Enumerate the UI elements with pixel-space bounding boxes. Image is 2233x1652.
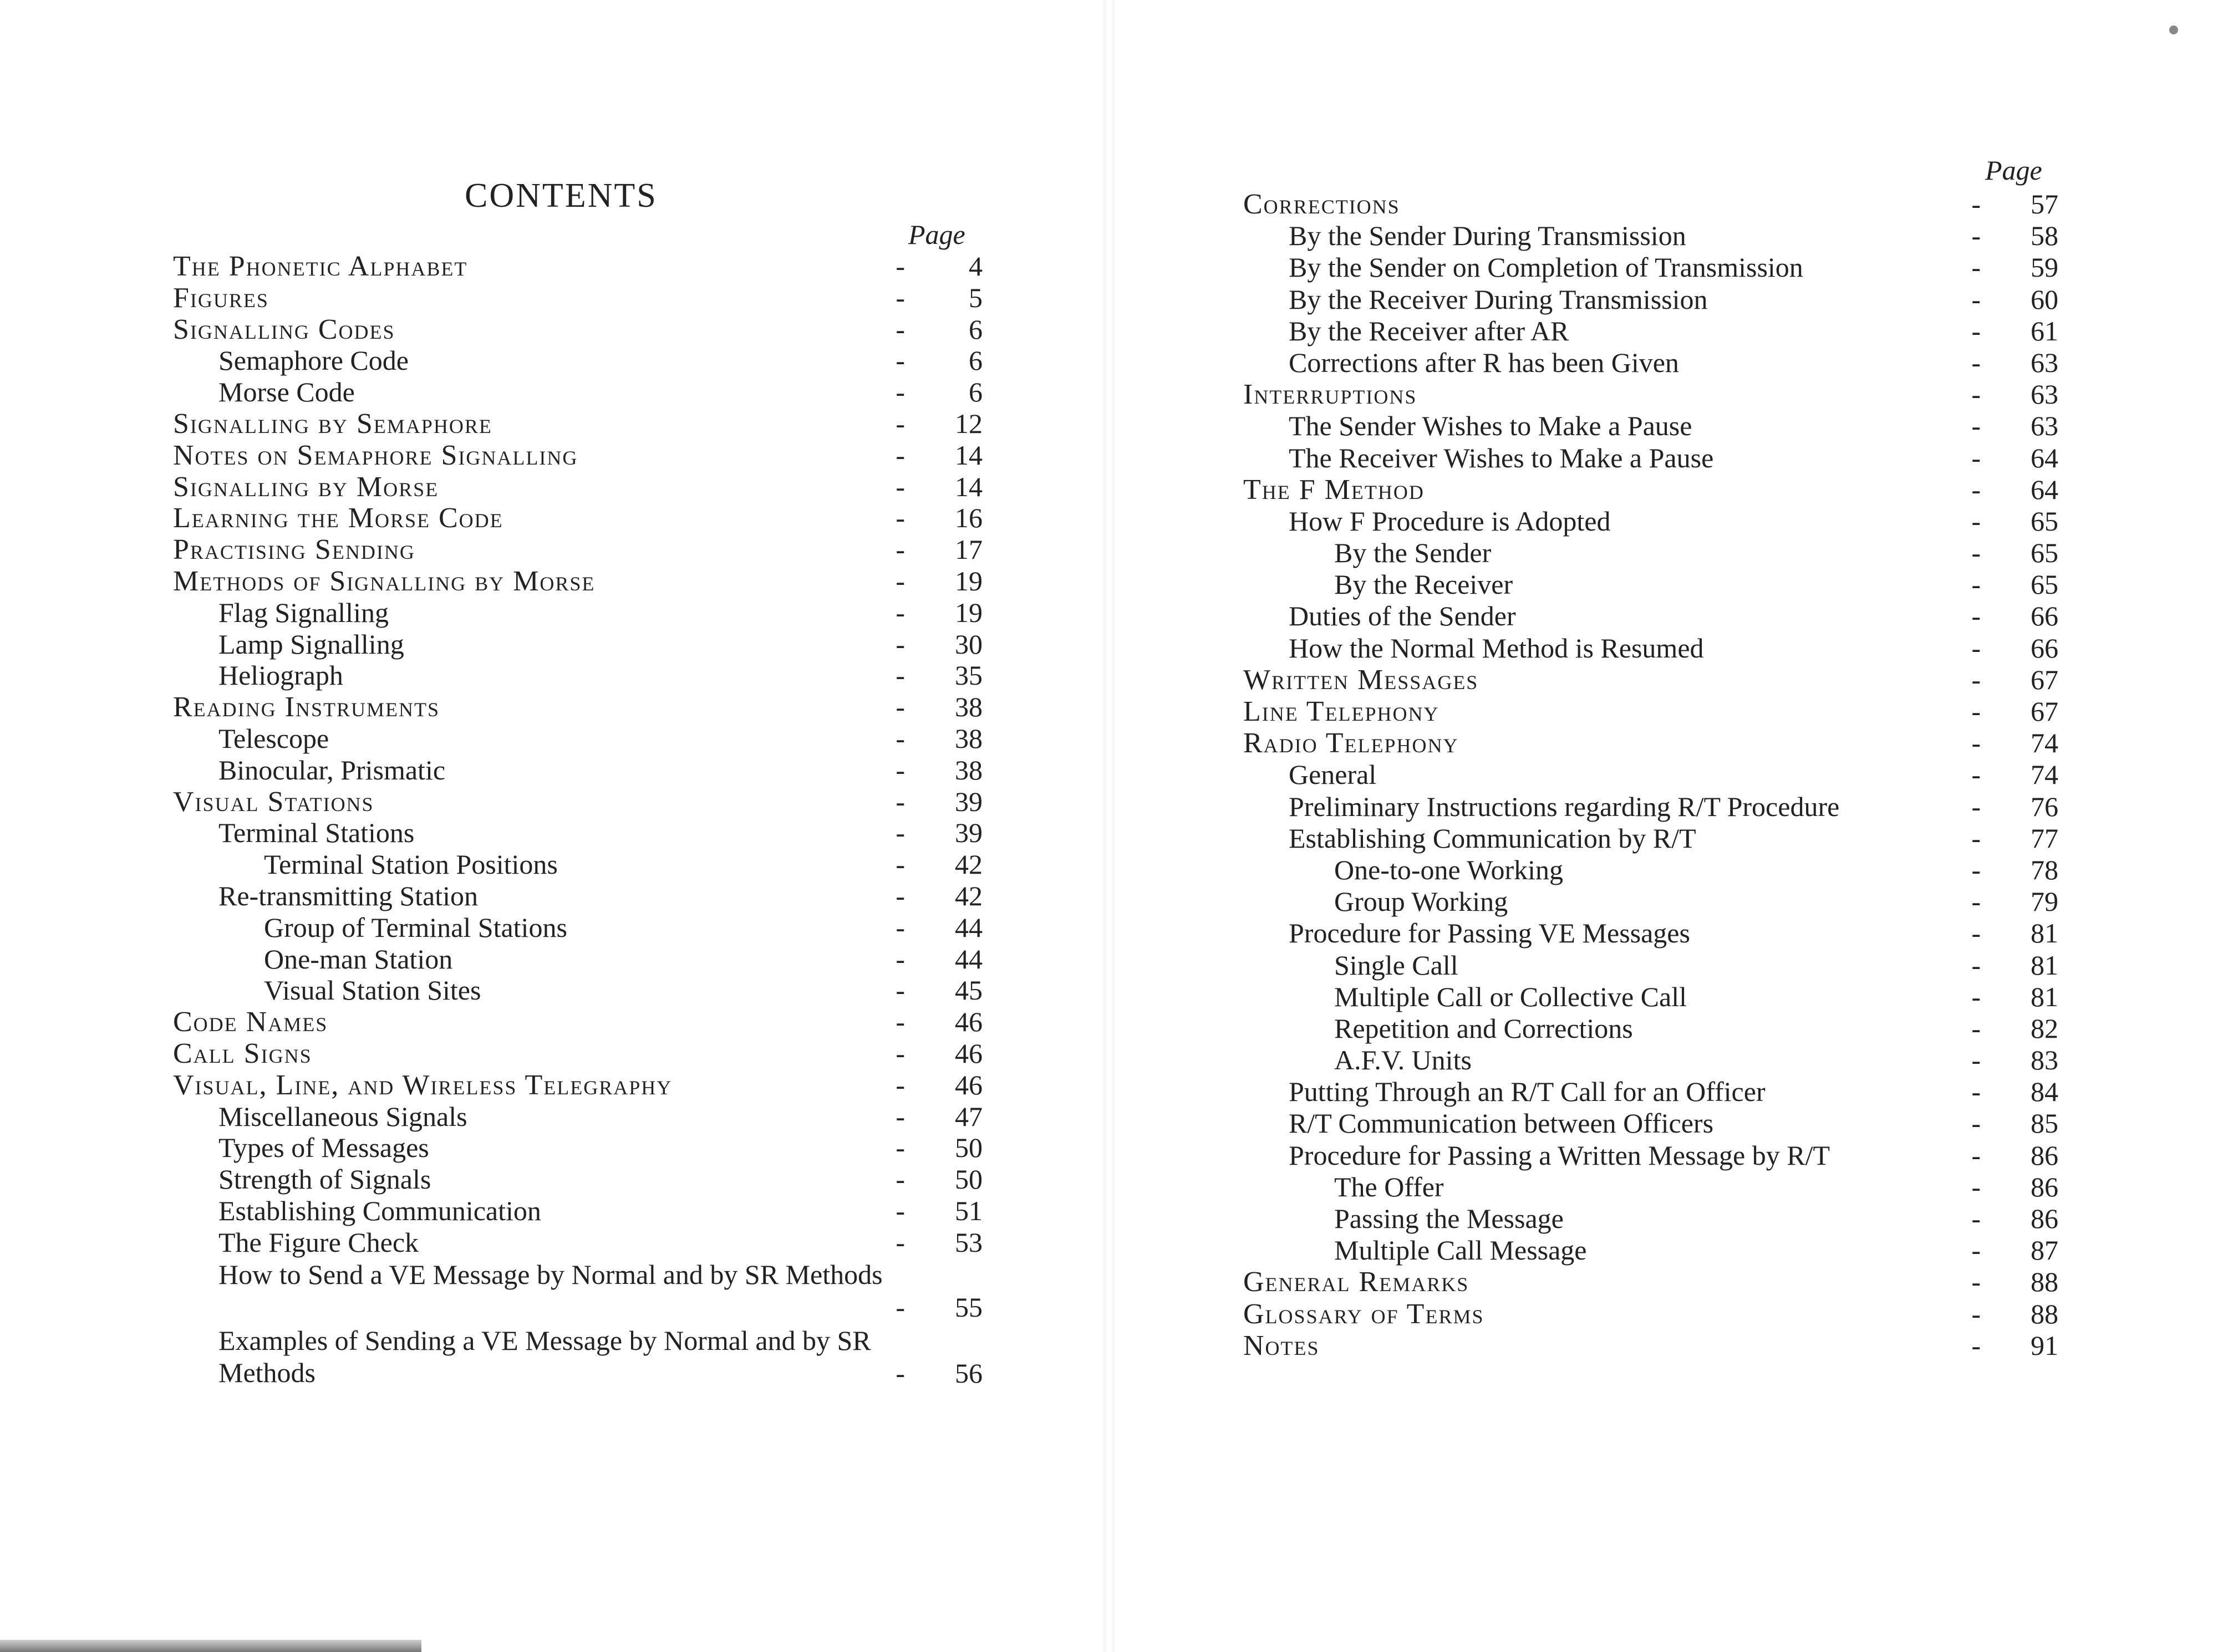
toc-leader-dashes: - (896, 534, 905, 565)
toc-entry (1243, 252, 2058, 283)
toc-entry-title: Procedure for Passing VE Messages (1289, 917, 1690, 949)
toc-entry (173, 1164, 983, 1195)
toc-page-number: 74 (2031, 727, 2058, 759)
toc-leader-dashes: - (1971, 822, 1981, 854)
toc-entry (173, 786, 983, 818)
toc-entry (1243, 823, 2058, 854)
toc-entry (1243, 886, 2058, 917)
toc-entry (1243, 410, 2058, 442)
toc-entry (1243, 950, 2058, 981)
toc-entry (1243, 981, 2058, 1013)
toc-entry-title: By the Sender (1334, 537, 1492, 569)
toc-leader-dashes: - (1971, 473, 1981, 505)
toc-page-number: 81 (2031, 949, 2058, 981)
toc-leader-dashes: - (896, 282, 905, 313)
toc-leader-dashes: - (1971, 1108, 1981, 1139)
toc-leader-dashes: - (896, 722, 905, 754)
toc-entry-title: Types of Messages (218, 1132, 429, 1164)
toc-entry (173, 376, 983, 408)
toc-entry-title: Establishing Communication by R/T (1289, 822, 1696, 854)
toc-page-number: 30 (955, 628, 983, 660)
toc-page-number: 86 (2031, 1171, 2058, 1202)
toc-leader-dashes: - (1971, 1171, 1981, 1202)
toc-leader-dashes: - (896, 817, 905, 849)
book-gutter (1103, 0, 1115, 1652)
toc-entry-title: How to Send a VE Message by Normal and by SR Methods (218, 1258, 883, 1290)
toc-page-number: 86 (2031, 1203, 2058, 1234)
toc-leader-dashes: - (896, 502, 905, 534)
toc-page-number: 6 (969, 376, 983, 408)
toc-leader-dashes: - (896, 754, 905, 786)
toc-page-number: 42 (955, 880, 983, 911)
toc-leader-dashes: - (896, 911, 905, 943)
toc-entry (1243, 1140, 2058, 1171)
toc-entry (1243, 1298, 2058, 1330)
toc-entry (1243, 664, 2058, 696)
toc-entry (1243, 506, 2058, 537)
toc-leader-dashes: - (1971, 1076, 1981, 1108)
toc-entry-title: Group of Terminal Stations (264, 911, 567, 943)
toc-entry-title: How the Normal Method is Resumed (1289, 632, 1704, 664)
toc-leader-dashes: - (1971, 886, 1981, 917)
toc-leader-dashes: - (1971, 1044, 1981, 1076)
toc-page-number: 12 (955, 407, 983, 439)
toc-page-number: 35 (955, 660, 983, 691)
toc-leader-dashes: - (896, 439, 905, 471)
toc-entry (173, 440, 983, 471)
toc-leader-dashes: - (896, 565, 905, 596)
toc-entry-title: How F Procedure is Adopted (1289, 505, 1611, 537)
toc-entry-title: Signalling by Semaphore (173, 407, 492, 440)
toc-entry (173, 629, 983, 660)
toc-entry (173, 944, 983, 975)
toc-entry (173, 1038, 983, 1069)
toc-leader-dashes: - (1971, 854, 1981, 885)
toc-leader-dashes: - (896, 1100, 905, 1132)
scan-edge-shadow (0, 1640, 421, 1652)
toc-entry-title: By the Receiver During Transmission (1289, 283, 1708, 315)
toc-page-number: 67 (2031, 696, 2058, 727)
toc-leader-dashes: - (1971, 1203, 1981, 1234)
toc-entry-title: By the Sender During Transmission (1289, 220, 1686, 252)
toc-leader-dashes: - (1971, 1329, 1981, 1361)
toc-leader-dashes: - (1971, 283, 1981, 315)
toc-entry (173, 660, 983, 691)
toc-leader-dashes: - (1971, 727, 1981, 759)
toc-page-number: 38 (955, 754, 983, 786)
toc-page-number: 6 (969, 313, 983, 345)
toc-entry (1243, 537, 2058, 569)
toc-page-number: 39 (955, 786, 983, 817)
toc-entry-title: Visual Station Sites (264, 975, 481, 1006)
toc-leader-dashes: - (896, 596, 905, 628)
toc-entry (173, 565, 983, 597)
toc-page-number: 84 (2031, 1076, 2058, 1108)
toc-entry (1243, 696, 2058, 727)
toc-page-number: 44 (955, 911, 983, 943)
toc-entry-title: Radio Telephony (1243, 727, 1459, 759)
toc-page-number: 19 (955, 596, 983, 628)
toc-entry-title: Terminal Stations (218, 817, 415, 849)
toc-entry (173, 1258, 983, 1324)
toc-leader-dashes: - (1971, 600, 1981, 632)
toc-page-number: 38 (955, 722, 983, 754)
toc-leader-dashes: - (896, 1006, 905, 1038)
toc-entry (173, 880, 983, 912)
toc-page-number: 65 (2031, 569, 2058, 600)
toc-entry-title: Procedure for Passing a Written Message by R/T (1289, 1139, 1830, 1171)
toc-leader-dashes: - (1971, 188, 1981, 220)
toc-entry (1243, 442, 2058, 474)
toc-entry (173, 849, 983, 880)
toc-page-number: 65 (2031, 505, 2058, 537)
toc-page-number: 14 (955, 471, 983, 502)
toc-leader-dashes: - (1971, 696, 1981, 727)
toc-entry-title: By the Receiver after AR (1289, 315, 1569, 346)
left-toc-list (173, 251, 983, 1390)
toc-entry-title: Terminal Station Positions (264, 849, 558, 880)
toc-entry-title: Signalling by Morse (173, 471, 439, 503)
toc-page-number: 45 (955, 975, 983, 1006)
toc-entry-title: The Offer (1334, 1171, 1444, 1202)
toc-entry-title: Heliograph (218, 660, 343, 691)
left-contents-heading: CONTENTS (465, 177, 658, 215)
toc-page-number: 61 (2031, 315, 2058, 346)
toc-leader-dashes: - (1971, 1012, 1981, 1044)
toc-entry (1243, 917, 2058, 949)
toc-leader-dashes: - (1971, 917, 1981, 949)
toc-leader-dashes: - (1971, 315, 1981, 346)
toc-page-number: 66 (2031, 600, 2058, 632)
toc-page-number: 44 (955, 943, 983, 975)
toc-leader-dashes: - (896, 786, 905, 817)
toc-entry-title: Strength of Signals (218, 1164, 431, 1195)
toc-entry-title: Establishing Communication (218, 1195, 541, 1226)
toc-entry-title: Practising Sending (173, 534, 415, 566)
right-page-column-label: Page (1985, 155, 2042, 186)
toc-entry (1243, 759, 2058, 791)
toc-page-number: 85 (2031, 1108, 2058, 1139)
toc-entry-title: Single Call (1334, 949, 1458, 981)
toc-entry-title: Repetition and Corrections (1334, 1012, 1633, 1044)
toc-page-number: 79 (2031, 886, 2058, 917)
toc-entry (1243, 727, 2058, 759)
toc-entry-title: Passing the Message (1334, 1203, 1564, 1234)
right-page (1115, 0, 2233, 1652)
toc-page-number: 16 (955, 502, 983, 534)
left-page (0, 0, 1103, 1652)
toc-leader-dashes: - (896, 251, 905, 282)
toc-page-number: 88 (2031, 1266, 2058, 1298)
toc-leader-dashes: - (896, 880, 905, 911)
toc-page-number: 46 (955, 1006, 983, 1038)
toc-entry (1243, 1044, 2058, 1076)
toc-page-number: 81 (2031, 917, 2058, 949)
toc-entry (1243, 600, 2058, 632)
toc-entry (1243, 791, 2058, 823)
toc-entry-title: Line Telephony (1243, 696, 1440, 727)
toc-entry (173, 912, 983, 944)
left-page-column-label: Page (908, 219, 965, 250)
toc-page-number: 6 (969, 345, 983, 376)
toc-entry-title: Visual, Line, and Wireless Telegraphy (173, 1069, 673, 1101)
toc-entry-title: Group Working (1334, 886, 1508, 917)
toc-page-number: 64 (2031, 442, 2058, 473)
toc-page-number: 50 (955, 1164, 983, 1195)
toc-page-number: 5 (969, 282, 983, 313)
toc-entry-title: One-man Station (264, 943, 453, 975)
toc-page-number: 77 (2031, 822, 2058, 854)
toc-entry-title: Morse Code (218, 376, 355, 408)
right-toc-list (1243, 188, 2058, 1362)
toc-leader-dashes: - (896, 1291, 905, 1323)
toc-page-number: 60 (2031, 283, 2058, 315)
toc-page-number: 46 (955, 1037, 983, 1069)
toc-entry-title: The Receiver Wishes to Make a Pause (1289, 442, 1714, 473)
toc-leader-dashes: - (1971, 410, 1981, 442)
toc-leader-dashes: - (896, 1069, 905, 1100)
toc-page-number: 14 (955, 439, 983, 471)
toc-leader-dashes: - (1971, 1298, 1981, 1329)
toc-entry-title: The Sender Wishes to Make a Pause (1289, 410, 1692, 442)
toc-entry-title: Visual Stations (173, 786, 374, 818)
toc-page-number: 59 (2031, 252, 2058, 283)
toc-page-number: 38 (955, 691, 983, 723)
toc-page-number: 39 (955, 817, 983, 849)
scan-speck (2169, 26, 2178, 34)
toc-entry-title: Telescope (218, 722, 329, 754)
toc-entry (173, 817, 983, 849)
toc-page-number: 55 (955, 1291, 983, 1323)
toc-leader-dashes: - (896, 1132, 905, 1164)
toc-page-number: 4 (969, 251, 983, 282)
toc-entry (1243, 1330, 2058, 1362)
toc-entry (173, 345, 983, 376)
toc-leader-dashes: - (896, 660, 905, 691)
toc-leader-dashes: - (896, 1357, 905, 1389)
toc-entry (173, 597, 983, 629)
toc-entry (1243, 1235, 2058, 1266)
toc-leader-dashes: - (1971, 252, 1981, 283)
toc-entry (1243, 220, 2058, 252)
toc-entry (1243, 379, 2058, 410)
toc-page-number: 91 (2031, 1329, 2058, 1361)
toc-leader-dashes: - (1971, 505, 1981, 537)
toc-entry (1243, 284, 2058, 315)
toc-entry (173, 723, 983, 754)
toc-page-number: 86 (2031, 1139, 2058, 1171)
toc-page-number: 87 (2031, 1235, 2058, 1266)
toc-leader-dashes: - (896, 1226, 905, 1258)
toc-entry-title: Re-transmitting Station (218, 880, 479, 911)
toc-page-number: 66 (2031, 632, 2058, 664)
toc-entry (1243, 633, 2058, 664)
toc-leader-dashes: - (1971, 791, 1981, 822)
toc-page-number: 17 (955, 534, 983, 565)
toc-page-number: 78 (2031, 854, 2058, 885)
toc-entry (1243, 1108, 2058, 1139)
toc-entry-title: Glossary of Terms (1243, 1298, 1484, 1330)
toc-entry-title: General Remarks (1243, 1266, 1469, 1298)
toc-page-number: 56 (955, 1357, 983, 1389)
toc-entry-title: By the Sender on Completion of Transmission (1289, 252, 1803, 283)
toc-entry (1243, 188, 2058, 220)
toc-entry-title: A.F.V. Units (1334, 1044, 1472, 1076)
toc-entry-title: Code Names (173, 1006, 328, 1038)
toc-leader-dashes: - (1971, 949, 1981, 981)
toc-page-number: 64 (2031, 473, 2058, 505)
toc-entry-title: Lamp Signalling (218, 628, 404, 660)
toc-entry-title: Binocular, Prismatic (218, 754, 446, 786)
toc-entry (1243, 315, 2058, 347)
toc-entry-title: Multiple Call or Collective Call (1334, 981, 1687, 1012)
toc-leader-dashes: - (1971, 759, 1981, 791)
toc-leader-dashes: - (1971, 664, 1981, 695)
toc-entry (173, 1227, 983, 1258)
toc-entry-title: The Figure Check (218, 1226, 419, 1258)
toc-page-number: 81 (2031, 981, 2058, 1012)
toc-page-number: 76 (2031, 791, 2058, 822)
toc-page-number: 65 (2031, 537, 2058, 569)
toc-leader-dashes: - (896, 376, 905, 408)
toc-entry-title: The F Method (1243, 473, 1425, 506)
toc-page-number: 53 (955, 1226, 983, 1258)
toc-leader-dashes: - (1971, 569, 1981, 600)
toc-page-number: 57 (2031, 188, 2058, 220)
toc-leader-dashes: - (896, 313, 905, 345)
toc-page-number: 63 (2031, 379, 2058, 410)
toc-leader-dashes: - (896, 1164, 905, 1195)
toc-page-number: 63 (2031, 410, 2058, 442)
toc-page-number: 42 (955, 849, 983, 880)
toc-leader-dashes: - (896, 1037, 905, 1069)
toc-entry-title: Call Signs (173, 1037, 312, 1069)
toc-entry (173, 1195, 983, 1227)
toc-leader-dashes: - (1971, 379, 1981, 410)
toc-leader-dashes: - (1971, 632, 1981, 664)
toc-leader-dashes: - (1971, 1139, 1981, 1171)
toc-leader-dashes: - (896, 471, 905, 502)
toc-leader-dashes: - (896, 407, 905, 439)
toc-leader-dashes: - (1971, 1266, 1981, 1298)
toc-entry-title: By the Receiver (1334, 569, 1513, 600)
toc-entry (173, 534, 983, 565)
toc-entry-title: Corrections after R has been Given (1289, 346, 1679, 378)
toc-entry-title: R/T Communication between Officers (1289, 1108, 1714, 1139)
toc-entry-title: General (1289, 759, 1377, 791)
toc-leader-dashes: - (896, 943, 905, 975)
toc-leader-dashes: - (896, 628, 905, 660)
toc-leader-dashes: - (1971, 537, 1981, 569)
toc-page-number: 67 (2031, 664, 2058, 695)
toc-entry-title: Multiple Call Message (1334, 1235, 1587, 1266)
toc-leader-dashes: - (1971, 346, 1981, 378)
toc-entry (173, 408, 983, 440)
toc-page-number: 74 (2031, 759, 2058, 791)
toc-entry-title: The Phonetic Alphabet (173, 251, 468, 282)
toc-page-number: 83 (2031, 1044, 2058, 1076)
toc-page-number: 47 (955, 1100, 983, 1132)
toc-entry (173, 1006, 983, 1038)
toc-entry-title: Semaphore Code (218, 345, 409, 376)
toc-entry (1243, 347, 2058, 379)
toc-entry-title: Signalling Codes (173, 313, 395, 345)
toc-entry (1243, 1171, 2058, 1203)
toc-entry (1243, 569, 2058, 600)
toc-entry-title: Corrections (1243, 188, 1400, 220)
toc-page-number: 46 (955, 1069, 983, 1100)
toc-leader-dashes: - (896, 691, 905, 723)
toc-leader-dashes: - (896, 345, 905, 376)
toc-leader-dashes: - (896, 975, 905, 1006)
toc-page-number: 19 (955, 565, 983, 596)
toc-entry-title: Methods of Signalling by Morse (173, 565, 596, 597)
toc-entry-title: Miscellaneous Signals (218, 1100, 467, 1132)
toc-entry (173, 502, 983, 534)
toc-page-number: 82 (2031, 1012, 2058, 1044)
toc-page-number: 50 (955, 1132, 983, 1164)
toc-entry (1243, 474, 2058, 506)
toc-entry-title: Figures (173, 282, 269, 314)
toc-entry (1243, 1013, 2058, 1044)
toc-entry (173, 1101, 983, 1133)
toc-entry-title: Learning the Morse Code (173, 502, 503, 534)
toc-entry (173, 1324, 983, 1390)
toc-entry-title: Interruptions (1243, 379, 1417, 411)
toc-entry (173, 1132, 983, 1164)
toc-leader-dashes: - (1971, 442, 1981, 473)
toc-entry-title: Duties of the Sender (1289, 600, 1516, 632)
toc-page-number: 63 (2031, 346, 2058, 378)
toc-entry (173, 471, 983, 503)
toc-entry-title: Examples of Sending a VE Message by Normal and by SR Methods (218, 1324, 871, 1388)
toc-leader-dashes: - (1971, 981, 1981, 1012)
toc-entry-title: Notes (1243, 1329, 1320, 1362)
toc-entry (1243, 854, 2058, 886)
toc-page-number: 58 (2031, 220, 2058, 252)
toc-page-number: 51 (955, 1195, 983, 1226)
toc-page-number: 88 (2031, 1298, 2058, 1329)
toc-entry (173, 1069, 983, 1101)
toc-entry-title: Written Messages (1243, 664, 1479, 696)
toc-leader-dashes: - (1971, 220, 1981, 252)
toc-entry (1243, 1203, 2058, 1235)
toc-entry-title: Preliminary Instructions regarding R/T Procedure (1289, 791, 1840, 822)
toc-leader-dashes: - (896, 849, 905, 880)
toc-entry (173, 251, 983, 282)
toc-entry-title: Flag Signalling (218, 596, 389, 628)
toc-entry-title: Putting Through an R/T Call for an Officer (1289, 1076, 1766, 1108)
toc-entry (173, 314, 983, 345)
toc-entry (173, 754, 983, 786)
toc-entry (1243, 1266, 2058, 1298)
toc-entry (1243, 1076, 2058, 1108)
toc-entry-title: Reading Instruments (173, 691, 440, 723)
toc-leader-dashes: - (1971, 1235, 1981, 1266)
toc-entry-title: Notes on Semaphore Signalling (173, 439, 578, 471)
toc-entry (173, 691, 983, 723)
toc-entry-title: One-to-one Working (1334, 854, 1564, 885)
toc-entry (173, 282, 983, 314)
toc-entry (173, 975, 983, 1006)
toc-leader-dashes: - (896, 1195, 905, 1226)
